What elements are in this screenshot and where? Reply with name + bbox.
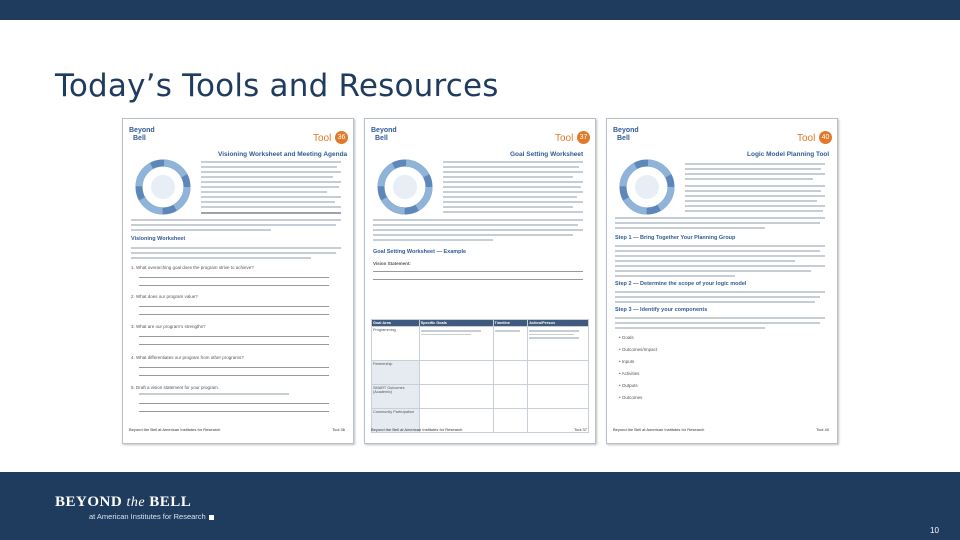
doc-header xyxy=(123,119,353,151)
tool-number-badge: 37 xyxy=(577,131,590,144)
table-row xyxy=(372,327,589,361)
table-cell: SMART Outcomes (Academic) xyxy=(372,385,420,409)
document-thumbnail-tool-40[interactable] xyxy=(606,118,838,444)
question-2: 2. What does our program value? xyxy=(131,294,198,299)
cycle-diagram xyxy=(133,157,193,217)
doc-footer xyxy=(607,425,837,437)
doc-footer-page: Tool 40 xyxy=(816,427,829,432)
table-cell: Community Participation xyxy=(372,409,420,433)
cycle-diagram xyxy=(375,157,435,217)
question-1: 1. What overarching goal does the program strive to achieve? xyxy=(131,265,254,270)
doc-footer-text: Beyond the Bell at American Institutes for Research xyxy=(613,427,705,432)
table-header-cell: Specific Goals xyxy=(419,320,493,327)
tool-number-badge: 40 xyxy=(819,131,832,144)
table-cell: Programming xyxy=(372,327,420,361)
doc-footer xyxy=(365,425,595,437)
list-item: • Outputs xyxy=(619,383,638,388)
doc-header xyxy=(365,119,595,151)
page-number: 10 xyxy=(930,526,939,535)
list-item: • Outcomes/Impact xyxy=(619,347,658,352)
top-accent-bar xyxy=(0,0,960,20)
tool-label: Tool xyxy=(555,133,574,144)
tool-number-badge: 36 xyxy=(335,131,348,144)
section-heading: Goal Setting Worksheet — Example xyxy=(373,249,467,255)
slide-title: Today’s Tools and Resources xyxy=(55,68,499,104)
doc-footer-text: Beyond the Bell at American Institutes for Research xyxy=(129,427,221,432)
logo-square-icon xyxy=(209,515,214,520)
doc-footer xyxy=(123,425,353,437)
brand-logo-beyond: Beyond xyxy=(371,127,397,134)
table-header-cell: Timeline xyxy=(493,320,528,327)
list-item: • Activities xyxy=(619,371,640,376)
list-item: • Goals xyxy=(619,335,634,340)
table-header-row xyxy=(372,320,589,327)
doc-title: Goal Setting Worksheet xyxy=(510,151,584,158)
list-item: • Inputs xyxy=(619,359,635,364)
cycle-diagram xyxy=(617,157,677,217)
step-3-heading: Step 3 — Identify your components xyxy=(615,307,708,313)
document-thumbnail-tool-37[interactable] xyxy=(364,118,596,444)
step-1-heading: Step 1 — Bring Together Your Planning Group xyxy=(615,235,736,241)
table-row xyxy=(372,361,589,385)
tool-label: Tool xyxy=(797,133,816,144)
brand-logo-bell: Bell xyxy=(133,135,146,142)
brand-logo-beyond: Beyond xyxy=(613,127,639,134)
sub-heading: Vision Statement: xyxy=(373,261,411,266)
doc-footer-page: Tool 37 xyxy=(574,427,587,432)
list-item: • Outcomes xyxy=(619,395,643,400)
table-header-cell: Action/Person xyxy=(528,320,589,327)
document-thumbnail-tool-36[interactable] xyxy=(122,118,354,444)
doc-footer-page: Tool 36 xyxy=(332,427,345,432)
tool-label: Tool xyxy=(313,133,332,144)
doc-footer-text: Beyond the Bell at American Institutes for Research xyxy=(371,427,463,432)
doc-header xyxy=(607,119,837,151)
beyond-the-bell-logo xyxy=(55,494,206,521)
logo-subtitle: at American Institutes for Research xyxy=(89,512,309,521)
table-row xyxy=(372,385,589,409)
table-cell: Partnership xyxy=(372,361,420,385)
question-4: 4. What differentiates our program from other programs? xyxy=(131,355,244,360)
section-heading: Visioning Worksheet xyxy=(131,236,186,242)
goal-table xyxy=(371,319,589,433)
brand-logo-bell: Bell xyxy=(375,135,388,142)
brand-logo-bell: Bell xyxy=(617,135,630,142)
brand-logo-beyond: Beyond xyxy=(129,127,155,134)
step-2-heading: Step 2 — Determine the scope of your logic model xyxy=(615,281,747,287)
table-header-cell: Goal Area xyxy=(372,320,420,327)
logo-wordmark: BEYOND the BELL xyxy=(55,494,192,510)
doc-title: Logic Model Planning Tool xyxy=(747,151,830,158)
question-5: 5. Draft a vision statement for your program. xyxy=(131,385,220,390)
question-3: 3. What are our program’s strengths? xyxy=(131,324,206,329)
doc-title: Visioning Worksheet and Meeting Agenda xyxy=(218,151,348,158)
